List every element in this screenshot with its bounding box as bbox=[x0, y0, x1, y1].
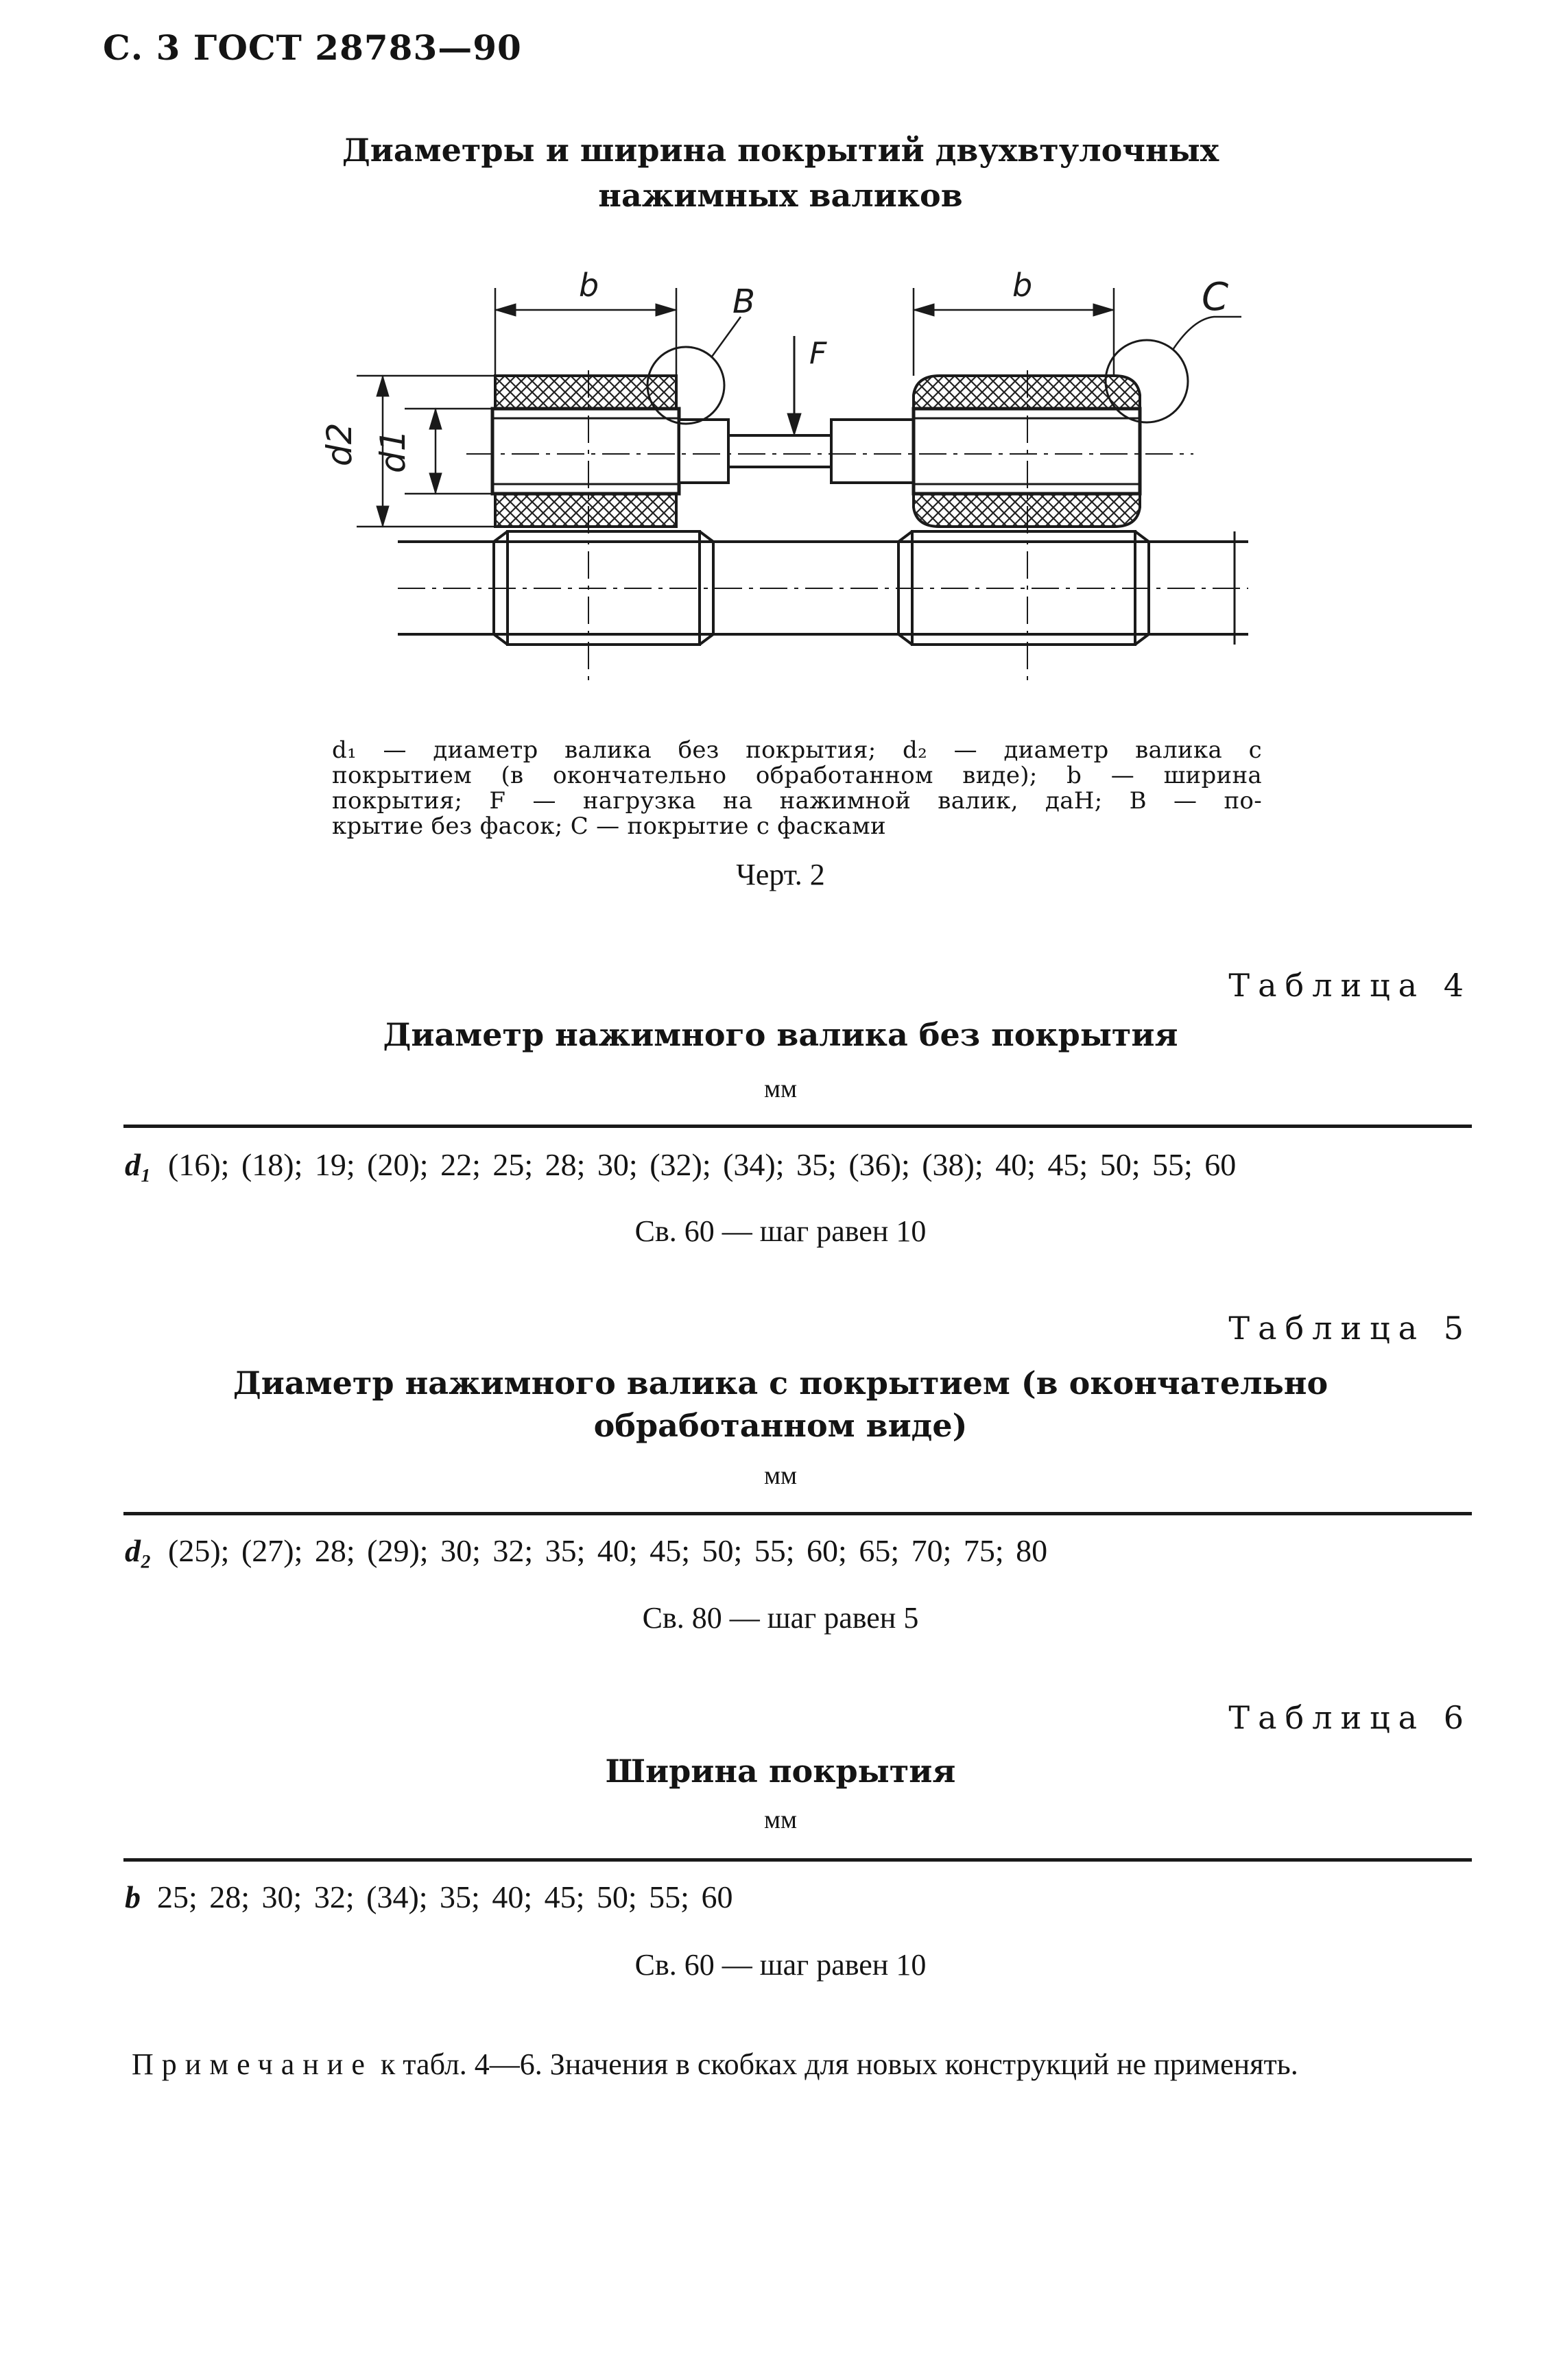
legend-line: покрытием (в окончательно обработанном виде); b — ширина bbox=[332, 762, 1262, 789]
note-prefix: Примечание bbox=[132, 2047, 373, 2081]
table4-label: Таблица 4 bbox=[1228, 967, 1472, 1004]
figure-caption: Черт. 2 bbox=[736, 858, 825, 891]
table5-label: Таблица 5 bbox=[1228, 1310, 1472, 1347]
label-F: F bbox=[809, 336, 827, 371]
table6-row bbox=[125, 1879, 1469, 1915]
legend-line: d₁ — диаметр валика без покрытия; d₂ — диаметр валика с bbox=[332, 736, 1262, 764]
table5-values: (25); (27); 28; (29); 30; 32; 35; 40; 45; 50; 55; 60; 65; 70; 75; 80 bbox=[168, 1533, 1048, 1568]
page-header: С. 3 ГОСТ 28783—90 bbox=[103, 27, 522, 68]
table6-unit: мм bbox=[763, 1805, 798, 1834]
roller-drawing bbox=[302, 261, 1276, 699]
table6-symbol: b bbox=[125, 1879, 141, 1914]
label-b-left: b bbox=[579, 267, 599, 304]
table5-rule bbox=[123, 1512, 1472, 1515]
label-b-right: b bbox=[1012, 267, 1033, 304]
table5-unit: мм bbox=[763, 1461, 798, 1490]
note-text: к табл. 4—6. Значения в скобках для новых конструкций не применять. bbox=[372, 2047, 1298, 2081]
table5-row bbox=[125, 1532, 1469, 1569]
label-C: C bbox=[1202, 275, 1229, 320]
legend-line: крытие без фасок; C — покрытие с фасками bbox=[332, 813, 886, 840]
table4-unit: мм bbox=[763, 1074, 798, 1103]
label-B: B bbox=[732, 283, 755, 321]
figure-title-line1: Диаметры и ширина покрытий двухвтулочных bbox=[342, 132, 1219, 169]
label-d2: d2 bbox=[320, 422, 359, 466]
table4-values: (16); (18); 19; (20); 22; 25; 28; 30; (32); (34); 35; (36); (38); 40; 45; 50; 55; 60 bbox=[168, 1147, 1237, 1182]
table6-label: Таблица 6 bbox=[1228, 1699, 1472, 1736]
table4-row bbox=[125, 1146, 1469, 1183]
figure-title-line2: нажимных валиков bbox=[598, 177, 963, 214]
table5-title-line2: обработанном виде) bbox=[593, 1407, 968, 1444]
table6-rule bbox=[123, 1858, 1472, 1862]
table6-step: Св. 60 — шаг равен 10 bbox=[634, 1948, 927, 1982]
table4-rule bbox=[123, 1125, 1472, 1128]
table6-values: 25; 28; 30; 32; (34); 35; 40; 45; 50; 55; 60 bbox=[157, 1879, 733, 1914]
table4-step: Св. 60 — шаг равен 10 bbox=[634, 1214, 927, 1248]
table4-title: Диаметр нажимного валика без покрытия bbox=[383, 1016, 1178, 1053]
table5-symbol: d₂ bbox=[125, 1533, 152, 1568]
table4-symbol: d₁ bbox=[125, 1147, 152, 1182]
legend-line: покрытия; F — нагрузка на нажимной валик, даН; B — по- bbox=[332, 787, 1262, 815]
tables-note bbox=[132, 2045, 1476, 2084]
table5-title-line1: Диаметр нажимного валика с покрытием (в окончательно bbox=[233, 1365, 1328, 1402]
label-d1: d1 bbox=[373, 429, 413, 473]
figure-legend bbox=[332, 738, 1262, 839]
table6-title: Ширина покрытия bbox=[605, 1753, 956, 1790]
table5-step: Св. 80 — шаг равен 5 bbox=[642, 1601, 919, 1635]
